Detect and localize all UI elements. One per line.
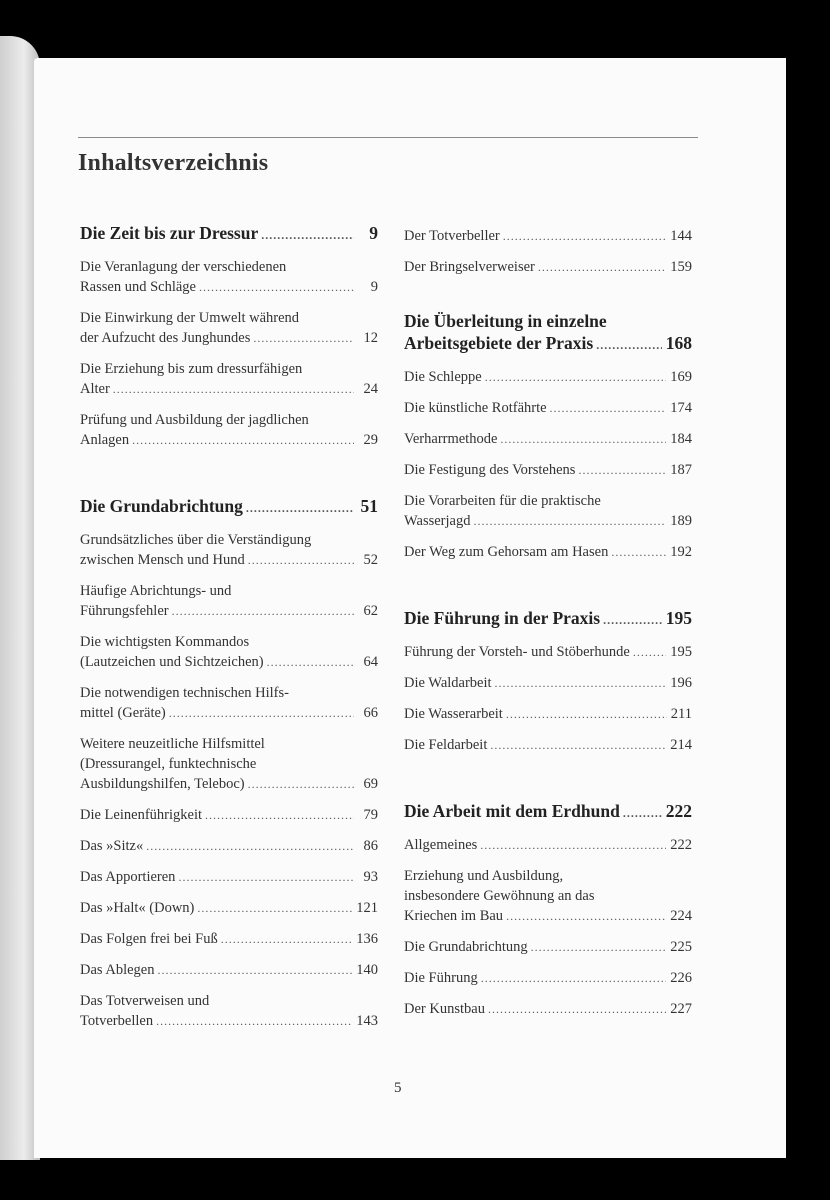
toc-page-number: 214	[670, 737, 692, 753]
toc-entry-final-line	[80, 550, 378, 570]
dot-leader	[261, 224, 354, 246]
toc-page-number: 169	[670, 369, 692, 385]
dot-leader	[172, 601, 354, 621]
dot-leader	[603, 609, 662, 631]
toc-entry[interactable]	[80, 805, 378, 825]
toc-entry-final-line	[80, 774, 378, 794]
toc-page-number: 224	[670, 908, 692, 924]
toc-entry[interactable]	[404, 673, 692, 693]
toc-entry[interactable]	[404, 735, 692, 755]
toc-page-number: 136	[356, 931, 378, 947]
page-number: 5	[394, 1080, 402, 1096]
toc-page-number: 121	[356, 900, 378, 916]
toc-entry-final-line	[404, 607, 692, 631]
toc-page-number: 69	[363, 776, 378, 792]
page-title: Inhaltsverzeichnis	[78, 150, 269, 176]
toc-entry-line: Die notwendigen technischen Hilfs-	[80, 685, 289, 701]
toc-entry[interactable]	[404, 398, 692, 418]
toc-entry-title: der Aufzucht des Junghundes	[80, 330, 251, 346]
section-spacer	[404, 288, 692, 310]
toc-entry-title: Die Grundabrichtung	[80, 496, 243, 516]
toc-entry[interactable]	[404, 367, 692, 387]
toc-entry-title: Das Ablegen	[80, 962, 155, 978]
toc-entry[interactable]	[80, 867, 378, 887]
toc-page-number: 189	[670, 513, 692, 529]
toc-section-heading[interactable]	[404, 607, 692, 631]
toc-entry-final-line	[80, 805, 378, 825]
dot-leader	[205, 805, 354, 825]
dot-leader	[506, 704, 667, 724]
toc-page-number: 9	[369, 223, 378, 243]
dot-leader	[480, 835, 666, 855]
toc-entry-title: Die Festigung des Vorstehens	[404, 462, 576, 478]
toc-entry-final-line	[404, 673, 692, 693]
toc-entry-final-line	[404, 704, 692, 724]
section-spacer	[404, 573, 692, 607]
toc-page-number: 62	[363, 603, 378, 619]
dot-leader	[500, 429, 666, 449]
toc-section-heading[interactable]	[80, 222, 378, 246]
toc-page-number: 159	[670, 259, 692, 275]
toc-page-number: 184	[670, 431, 692, 447]
toc-entry-final-line	[404, 460, 692, 480]
dot-leader	[481, 968, 667, 988]
toc-page-number: 195	[665, 608, 692, 628]
toc-entry-title: (Lautzeichen und Sichtzeichen)	[80, 654, 264, 670]
toc-entry-final-line	[80, 495, 378, 519]
toc-entry[interactable]	[404, 866, 692, 926]
toc-entry-final-line	[404, 937, 692, 957]
toc-entry-title: Die Schleppe	[404, 369, 482, 385]
toc-entry-title: Das Folgen frei bei Fuß	[80, 931, 218, 947]
toc-entry-final-line	[404, 968, 692, 988]
toc-entry-title: Die Arbeit mit dem Erdhund	[404, 801, 620, 821]
toc-entry-title: mittel (Geräte)	[80, 705, 166, 721]
toc-page-number: 196	[670, 675, 692, 691]
toc-entry-title: Das »Halt« (Down)	[80, 900, 195, 916]
toc-entry-final-line	[80, 222, 378, 246]
toc-entry-line: Die Vorarbeiten für die praktische	[404, 493, 601, 509]
toc-entry-final-line	[404, 906, 692, 926]
dot-leader	[495, 673, 667, 693]
dot-leader	[538, 257, 666, 277]
toc-page-number: 140	[356, 962, 378, 978]
toc-entry-title: Die Führung	[404, 970, 478, 986]
toc-entry-line: insbesondere Gewöhnung an das	[404, 888, 595, 904]
toc-entry-line: Prüfung und Ausbildung der jagdlichen	[80, 412, 309, 428]
toc-page-number: 144	[670, 228, 692, 244]
toc-page-number: 226	[670, 970, 692, 986]
toc-entry-title: Die Leinenführigkeit	[80, 807, 202, 823]
toc-page-number: 66	[363, 705, 378, 721]
toc-entry-final-line	[404, 835, 692, 855]
dot-leader	[197, 898, 352, 918]
dot-leader	[248, 774, 354, 794]
toc-entry-title: Ausbildungshilfen, Teleboc)	[80, 776, 245, 792]
dot-leader	[169, 703, 354, 723]
toc-section-heading[interactable]	[404, 800, 692, 824]
dot-leader	[156, 1011, 352, 1031]
toc-entry[interactable]	[404, 835, 692, 855]
toc-entry-line: Das Totverweisen und	[80, 993, 210, 1009]
toc-entry-title: Die Feldarbeit	[404, 737, 488, 753]
toc-entry-line: Die Veranlagung der verschiedenen	[80, 259, 287, 275]
toc-entry-line: (Dressurangel, funktechnische	[80, 756, 257, 772]
toc-page-number: 222	[665, 801, 692, 821]
toc-entry[interactable]	[404, 937, 692, 957]
toc-entry-final-line	[80, 328, 378, 348]
toc-entry[interactable]	[80, 991, 378, 1031]
toc-entry[interactable]	[80, 530, 378, 570]
toc-page-number: 29	[363, 432, 378, 448]
toc-entry-final-line	[404, 226, 692, 246]
toc-entry-final-line	[80, 277, 378, 297]
toc-entry-title: Der Totverbeller	[404, 228, 500, 244]
dot-leader	[633, 642, 666, 662]
dot-leader	[611, 542, 666, 562]
toc-entry-final-line	[80, 652, 378, 672]
toc-entry-line: Die wichtigsten Kommandos	[80, 634, 250, 650]
toc-entry-title: Anlagen	[80, 432, 130, 448]
toc-entry-title: Der Kunstbau	[404, 1001, 485, 1017]
toc-page-number: 192	[670, 544, 692, 560]
toc-entry-final-line	[80, 703, 378, 723]
dot-leader	[531, 937, 667, 957]
toc-page-number: 168	[665, 333, 692, 353]
toc-entry-final-line	[404, 429, 692, 449]
toc-page-number: 187	[670, 462, 692, 478]
dot-leader	[178, 867, 354, 887]
toc-entry[interactable]	[80, 410, 378, 450]
dot-leader	[158, 960, 353, 980]
toc-entry[interactable]	[80, 836, 378, 856]
toc-entry-line: Grundsätzliches über die Verständigung	[80, 532, 312, 548]
toc-page-number: 9	[370, 279, 378, 295]
dot-leader	[623, 802, 662, 824]
toc-page-number: 195	[670, 644, 692, 660]
dot-leader	[488, 999, 666, 1019]
toc-entry-title: Die Waldarbeit	[404, 675, 492, 691]
toc-entry-final-line	[404, 367, 692, 387]
toc-entry-final-line	[404, 800, 692, 824]
toc-entry-title: Die Führung in der Praxis	[404, 608, 601, 628]
toc-entry-title: Verharrmethode	[404, 431, 498, 447]
dot-leader	[267, 652, 354, 672]
toc-entry-title: Arbeitsgebiete der Praxis	[404, 333, 594, 353]
toc-entry[interactable]	[404, 968, 692, 988]
toc-entry[interactable]	[80, 257, 378, 297]
toc-page-number: 174	[670, 400, 692, 416]
dot-leader	[578, 460, 666, 480]
toc-entry-line: Die Erziehung bis zum dressurfähigen	[80, 361, 303, 377]
toc-entry-final-line	[80, 898, 378, 918]
toc-entry-final-line	[80, 430, 378, 450]
toc-column-right	[404, 226, 692, 1030]
dot-leader	[113, 379, 354, 399]
toc-entry-final-line	[80, 929, 378, 949]
toc-entry[interactable]	[80, 960, 378, 980]
toc-entry[interactable]	[404, 999, 692, 1019]
dot-leader	[246, 497, 354, 519]
dot-leader	[146, 836, 354, 856]
dot-leader	[199, 277, 354, 297]
toc-entry-final-line	[80, 867, 378, 887]
toc-page-number: 211	[670, 706, 692, 722]
toc-entry-line: Weitere neuzeitliche Hilfsmittel	[80, 736, 265, 752]
dot-leader	[485, 367, 667, 387]
toc-section-heading[interactable]	[404, 310, 692, 356]
toc-entry[interactable]	[404, 429, 692, 449]
toc-entry-title: zwischen Mensch und Hund	[80, 552, 245, 568]
section-spacer	[80, 461, 378, 495]
toc-page-number: 222	[670, 837, 692, 853]
toc-page-number: 51	[360, 496, 378, 516]
toc-entry-final-line	[404, 642, 692, 662]
toc-entry-final-line	[404, 511, 692, 531]
toc-page-number: 227	[670, 1001, 692, 1017]
toc-page-number: 225	[670, 939, 692, 955]
dot-leader	[473, 511, 666, 531]
toc-entry-title: Führung der Vorsteh- und Stöberhunde	[404, 644, 630, 660]
toc-entry[interactable]	[80, 734, 378, 794]
dot-leader	[248, 550, 354, 570]
toc-entry-line: Die Überleitung in einzelne	[404, 311, 607, 331]
dot-leader	[221, 929, 353, 949]
toc-entry[interactable]	[80, 683, 378, 723]
toc-entry-title: Die Zeit bis zur Dressur	[80, 223, 259, 243]
toc-entry-final-line	[404, 398, 692, 418]
dot-leader	[506, 906, 666, 926]
toc-entry-title: Allgemeines	[404, 837, 478, 853]
toc-section-heading[interactable]	[80, 495, 378, 519]
toc-entry[interactable]	[80, 308, 378, 348]
toc-page-number: 12	[363, 330, 378, 346]
dot-leader	[132, 430, 354, 450]
toc-page-number: 79	[363, 807, 378, 823]
toc-entry-line: Die Einwirkung der Umwelt während	[80, 310, 300, 326]
toc-entry[interactable]	[404, 542, 692, 562]
toc-entry-title: Das Apportieren	[80, 869, 176, 885]
toc-page-number: 52	[363, 552, 378, 568]
dot-leader	[503, 226, 667, 246]
toc-entry-final-line	[80, 1011, 378, 1031]
toc-entry[interactable]	[404, 226, 692, 246]
toc-entry-final-line	[404, 735, 692, 755]
toc-column-left	[80, 222, 378, 1042]
toc-entry-title: Das »Sitz«	[80, 838, 144, 854]
toc-page-number: 24	[363, 381, 378, 397]
toc-entry-line: Häufige Abrichtungs- und	[80, 583, 232, 599]
toc-entry-title: Rassen und Schläge	[80, 279, 196, 295]
toc-entry-line: Erziehung und Ausbildung,	[404, 868, 564, 884]
toc-entry-final-line	[80, 960, 378, 980]
toc-entry-final-line	[404, 332, 692, 356]
dot-leader	[596, 334, 662, 356]
toc-entry[interactable]	[80, 632, 378, 672]
toc-page-number: 64	[363, 654, 378, 670]
toc-entry-final-line	[80, 836, 378, 856]
toc-entry[interactable]	[80, 929, 378, 949]
toc-entry-title: Kriechen im Bau	[404, 908, 504, 924]
dot-leader	[253, 328, 354, 348]
toc-page-number: 93	[363, 869, 378, 885]
dot-leader	[550, 398, 667, 418]
toc-entry[interactable]	[80, 581, 378, 621]
dot-leader	[490, 735, 666, 755]
toc-entry-title: Alter	[80, 381, 110, 397]
toc-page-number: 86	[363, 838, 378, 854]
toc-entry[interactable]	[404, 257, 692, 277]
toc-entry[interactable]	[404, 642, 692, 662]
toc-entry-title: Die künstliche Rotfährte	[404, 400, 547, 416]
toc-entry[interactable]	[404, 491, 692, 531]
toc-page-number: 143	[356, 1013, 378, 1029]
toc-entry-title: Der Weg zum Gehorsam am Hasen	[404, 544, 609, 560]
toc-entry-final-line	[404, 999, 692, 1019]
toc-entry-title: Führungsfehler	[80, 603, 169, 619]
toc-entry[interactable]	[404, 704, 692, 724]
toc-entry-title: Totverbellen	[80, 1013, 154, 1029]
toc-entry[interactable]	[80, 359, 378, 399]
toc-entry[interactable]	[404, 460, 692, 480]
toc-entry-final-line	[80, 379, 378, 399]
toc-entry-final-line	[80, 601, 378, 621]
section-spacer	[404, 766, 692, 800]
toc-entry-title: Wasserjagd	[404, 513, 471, 529]
toc-entry-final-line	[404, 542, 692, 562]
toc-entry-title: Die Wasserarbeit	[404, 706, 503, 722]
toc-entry-final-line	[404, 257, 692, 277]
toc-entry-title: Der Bringselverweiser	[404, 259, 535, 275]
toc-entry-title: Die Grundabrichtung	[404, 939, 528, 955]
toc-entry[interactable]	[80, 898, 378, 918]
header-rule	[78, 137, 698, 138]
